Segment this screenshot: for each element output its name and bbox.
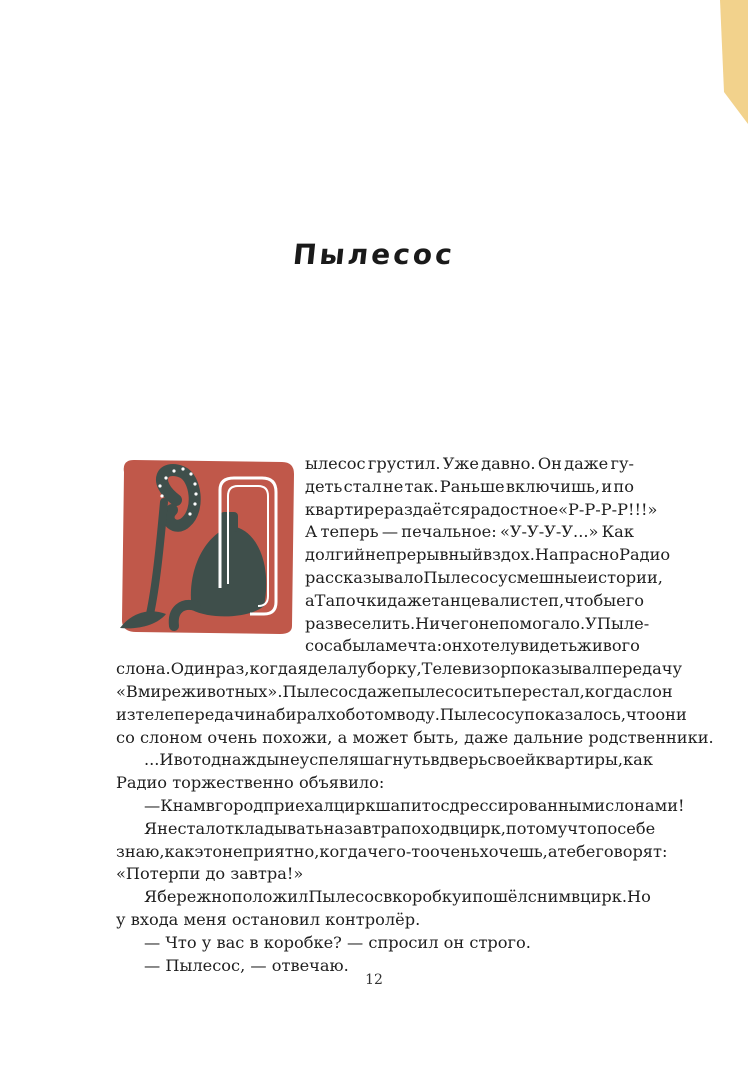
- text-line: ылесос грустил. Уже давно. Он даже гу-: [305, 454, 634, 473]
- story-text: [116, 453, 714, 977]
- text-line: знаю, как это неприятно, когда чего-то очень хочешь, а тебе говорят:: [116, 841, 668, 861]
- text-line: — Что у вас в коробке? — спросил он строго.: [144, 932, 531, 952]
- text-line: «Потерпи до завтра!»: [116, 864, 304, 884]
- text-line: со слоном очень похожи, а может быть, даже дальние родственники.: [116, 727, 714, 747]
- text-line: деть стал не так. Раньше включишь, и по: [305, 476, 634, 496]
- text-line: Я бережно положил Пылесос в коробку и пошёл с ним в цирк. Но: [144, 887, 651, 907]
- text-line: Радио торжественно объявило:: [116, 773, 385, 793]
- text-line: соса была мечта: он хотел увидеть живого: [305, 636, 640, 656]
- page-number: 12: [365, 972, 383, 988]
- text-line: Я не стал откладывать на завтра поход в цирк, потому что по себе: [144, 818, 656, 838]
- text-line: А теперь — печальное: «У-У-У-У...» Как: [305, 522, 634, 542]
- chapter-title: Пылесос: [291, 238, 457, 271]
- text-line: ...И вот однажды не успел я шагнуть в дверь своей квартиры, как: [144, 750, 653, 770]
- text-line: — Пылесос, — отвечаю.: [144, 955, 349, 975]
- text-line: а Тапочки даже танцевали степ, чтобы его: [305, 590, 644, 610]
- page-edge-tab: [714, 0, 748, 124]
- text-line: рассказывало Пылесосу смешные истории,: [305, 567, 663, 587]
- text-line: развеселить. Ничего не помогало. У Пыле-: [305, 613, 650, 633]
- text-line: долгий непрерывный вздох. Напрасно Радио: [305, 545, 671, 565]
- text-line: — К нам в город приехал цирк шапито с дрессированными слонами!: [144, 795, 685, 815]
- text-line: квартире раздаётся радостное «Р-Р-Р-Р!!!»: [305, 499, 658, 519]
- text-line: слона. Один раз, когда я делал уборку, Телевизор показывал передачу: [116, 659, 682, 679]
- text-line: у входа меня остановил контролёр.: [116, 909, 421, 929]
- text-line: из телепередачи набирал хоботом воду. Пылесосу показалось, что они: [116, 704, 687, 724]
- text-line: «В мире животных». Пылесос даже пылесосить перестал, когда слон: [116, 681, 673, 701]
